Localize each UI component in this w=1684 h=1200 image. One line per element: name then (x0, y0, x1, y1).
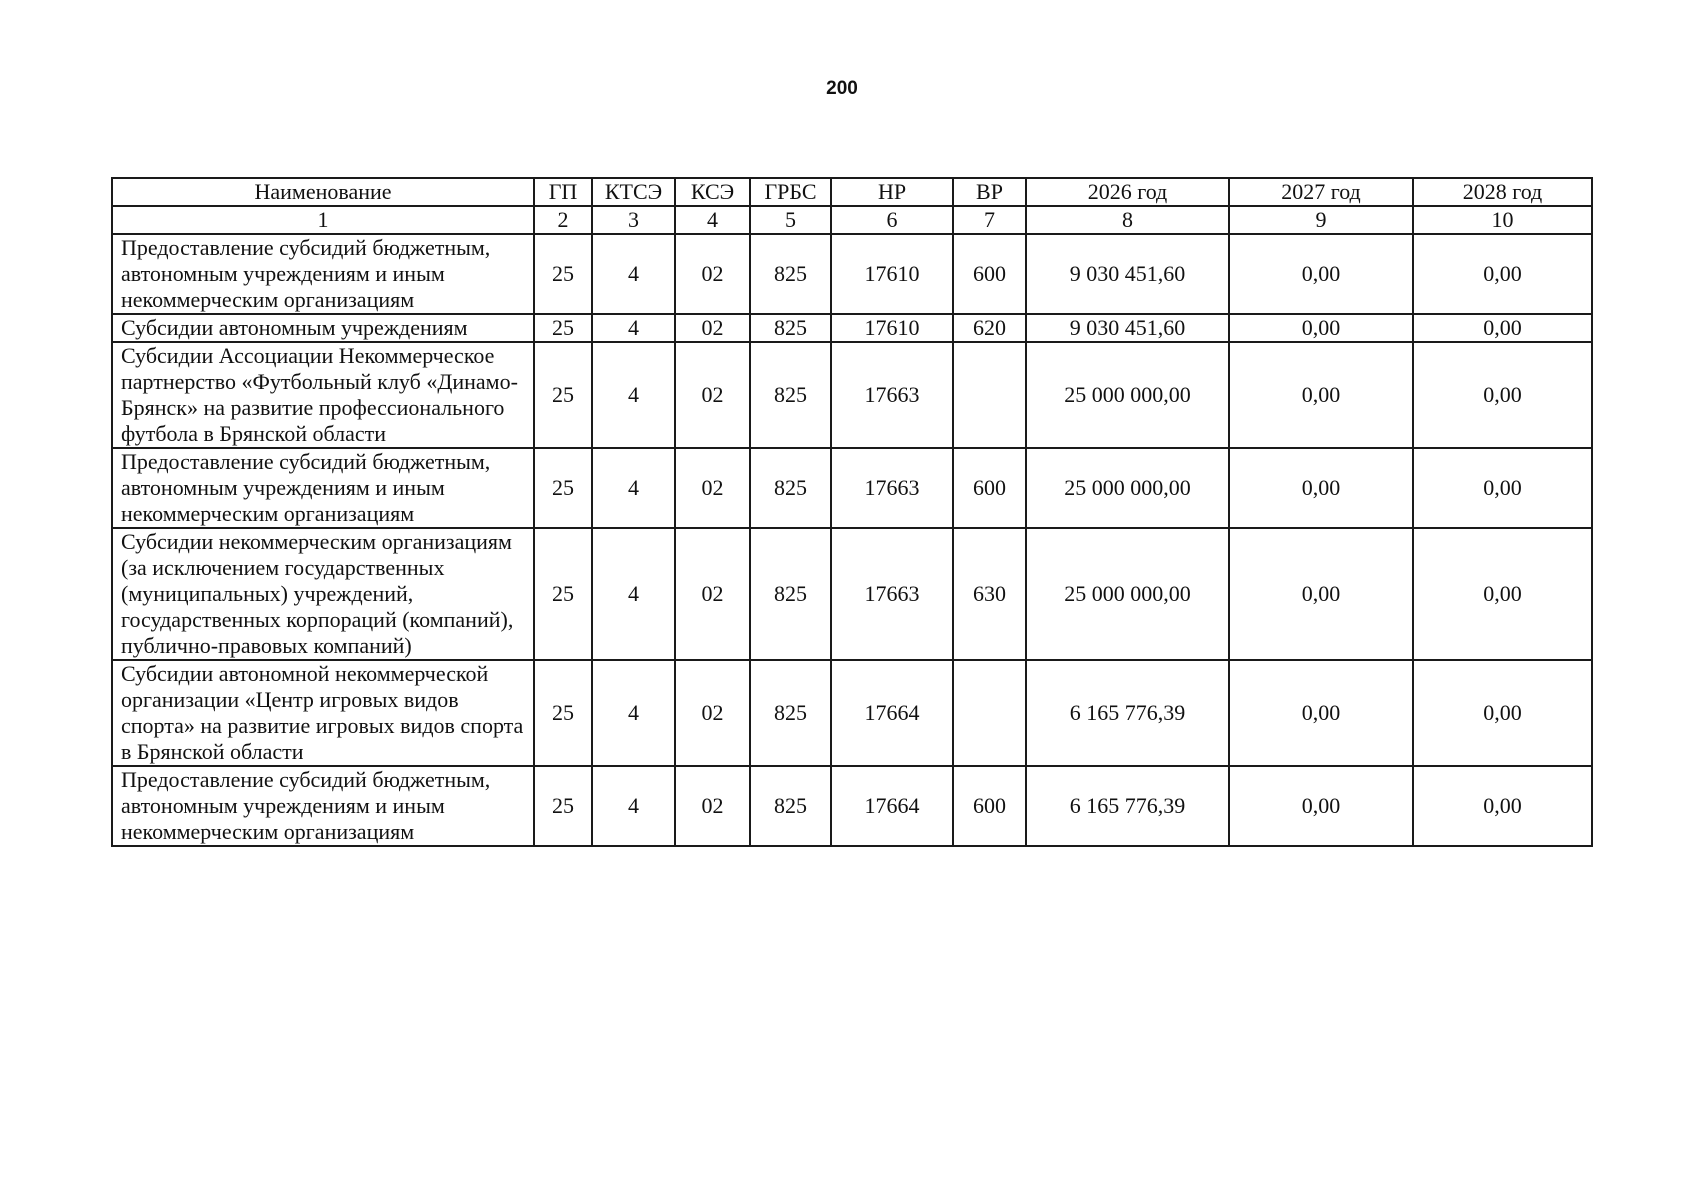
nr-cell: 17663 (831, 448, 953, 528)
vr-cell (953, 660, 1026, 766)
ktse-cell: 4 (592, 766, 675, 846)
grbs-cell: 825 (750, 660, 831, 766)
table-row (112, 660, 1592, 766)
vr-cell: 600 (953, 234, 1026, 314)
nr-cell: 17663 (831, 342, 953, 448)
table-row (112, 234, 1592, 314)
budget-table (111, 177, 1593, 847)
column-number-cell: 2 (534, 206, 592, 234)
column-number-cell: 4 (675, 206, 750, 234)
ktse-cell: 4 (592, 528, 675, 660)
amount-2028-cell: 0,00 (1413, 234, 1592, 314)
ktse-cell: 4 (592, 314, 675, 342)
amount-2028-cell: 0,00 (1413, 314, 1592, 342)
name-cell: Субсидии некоммерческим организациям (за исключением государственных (муниципальных) учреждений, государственных корпораций (компаний), публично-правовых компаний) (112, 528, 534, 660)
name-cell: Предоставление субсидий бюджетным, автономным учреждениям и иным некоммерческим организациям (112, 448, 534, 528)
table-row (112, 314, 1592, 342)
gp-cell: 25 (534, 234, 592, 314)
vr-cell: 600 (953, 448, 1026, 528)
header-cell: 2028 год (1413, 178, 1592, 206)
grbs-cell: 825 (750, 234, 831, 314)
table-header (112, 178, 1592, 234)
column-number-cell: 7 (953, 206, 1026, 234)
header-cell: Наименование (112, 178, 534, 206)
grbs-cell: 825 (750, 448, 831, 528)
amount-2028-cell: 0,00 (1413, 528, 1592, 660)
vr-cell (953, 342, 1026, 448)
amount-2027-cell: 0,00 (1229, 234, 1413, 314)
kse-cell: 02 (675, 314, 750, 342)
amount-2026-cell: 9 030 451,60 (1026, 314, 1229, 342)
nr-cell: 17610 (831, 314, 953, 342)
grbs-cell: 825 (750, 528, 831, 660)
column-number-cell: 3 (592, 206, 675, 234)
amount-2026-cell: 25 000 000,00 (1026, 448, 1229, 528)
table-row (112, 342, 1592, 448)
gp-cell: 25 (534, 342, 592, 448)
ktse-cell: 4 (592, 448, 675, 528)
table-body (112, 234, 1592, 846)
name-cell: Субсидии автономным учреждениям (112, 314, 534, 342)
header-cell: ГРБС (750, 178, 831, 206)
column-number-cell: 9 (1229, 206, 1413, 234)
amount-2027-cell: 0,00 (1229, 660, 1413, 766)
header-cell: 2026 год (1026, 178, 1229, 206)
header-cell: ГП (534, 178, 592, 206)
header-cell: ВР (953, 178, 1026, 206)
vr-cell: 620 (953, 314, 1026, 342)
amount-2026-cell: 6 165 776,39 (1026, 766, 1229, 846)
nr-cell: 17610 (831, 234, 953, 314)
header-cell: КТСЭ (592, 178, 675, 206)
amount-2026-cell: 25 000 000,00 (1026, 528, 1229, 660)
name-cell: Предоставление субсидий бюджетным, автономным учреждениям и иным некоммерческим организациям (112, 766, 534, 846)
nr-cell: 17663 (831, 528, 953, 660)
name-cell: Предоставление субсидий бюджетным, автономным учреждениям и иным некоммерческим организациям (112, 234, 534, 314)
vr-cell: 630 (953, 528, 1026, 660)
ktse-cell: 4 (592, 342, 675, 448)
amount-2027-cell: 0,00 (1229, 448, 1413, 528)
header-cell: НР (831, 178, 953, 206)
kse-cell: 02 (675, 528, 750, 660)
gp-cell: 25 (534, 448, 592, 528)
column-number-cell: 1 (112, 206, 534, 234)
amount-2028-cell: 0,00 (1413, 766, 1592, 846)
nr-cell: 17664 (831, 766, 953, 846)
ktse-cell: 4 (592, 660, 675, 766)
amount-2028-cell: 0,00 (1413, 660, 1592, 766)
gp-cell: 25 (534, 314, 592, 342)
nr-cell: 17664 (831, 660, 953, 766)
kse-cell: 02 (675, 448, 750, 528)
table-row (112, 448, 1592, 528)
name-cell: Субсидии автономной некоммерческой организации «Центр игровых видов спорта» на развитие игровых видов спорта в Брянской области (112, 660, 534, 766)
amount-2027-cell: 0,00 (1229, 342, 1413, 448)
amount-2028-cell: 0,00 (1413, 448, 1592, 528)
column-number-row (112, 206, 1592, 234)
vr-cell: 600 (953, 766, 1026, 846)
grbs-cell: 825 (750, 314, 831, 342)
header-cell: КСЭ (675, 178, 750, 206)
gp-cell: 25 (534, 528, 592, 660)
grbs-cell: 825 (750, 342, 831, 448)
amount-2028-cell: 0,00 (1413, 342, 1592, 448)
column-number-cell: 5 (750, 206, 831, 234)
column-number-cell: 6 (831, 206, 953, 234)
kse-cell: 02 (675, 234, 750, 314)
ktse-cell: 4 (592, 234, 675, 314)
amount-2026-cell: 25 000 000,00 (1026, 342, 1229, 448)
gp-cell: 25 (534, 660, 592, 766)
gp-cell: 25 (534, 766, 592, 846)
column-number-cell: 10 (1413, 206, 1592, 234)
amount-2026-cell: 9 030 451,60 (1026, 234, 1229, 314)
amount-2027-cell: 0,00 (1229, 314, 1413, 342)
kse-cell: 02 (675, 766, 750, 846)
table-row (112, 766, 1592, 846)
name-cell: Субсидии Ассоциации Некоммерческое партнерство «Футбольный клуб «Динамо-Брянск» на развитие профессионального футбола в Брянской области (112, 342, 534, 448)
header-row (112, 178, 1592, 206)
kse-cell: 02 (675, 660, 750, 766)
table-row (112, 528, 1592, 660)
amount-2027-cell: 0,00 (1229, 528, 1413, 660)
amount-2026-cell: 6 165 776,39 (1026, 660, 1229, 766)
page-number: 200 (826, 78, 858, 99)
header-cell: 2027 год (1229, 178, 1413, 206)
column-number-cell: 8 (1026, 206, 1229, 234)
grbs-cell: 825 (750, 766, 831, 846)
kse-cell: 02 (675, 342, 750, 448)
amount-2027-cell: 0,00 (1229, 766, 1413, 846)
